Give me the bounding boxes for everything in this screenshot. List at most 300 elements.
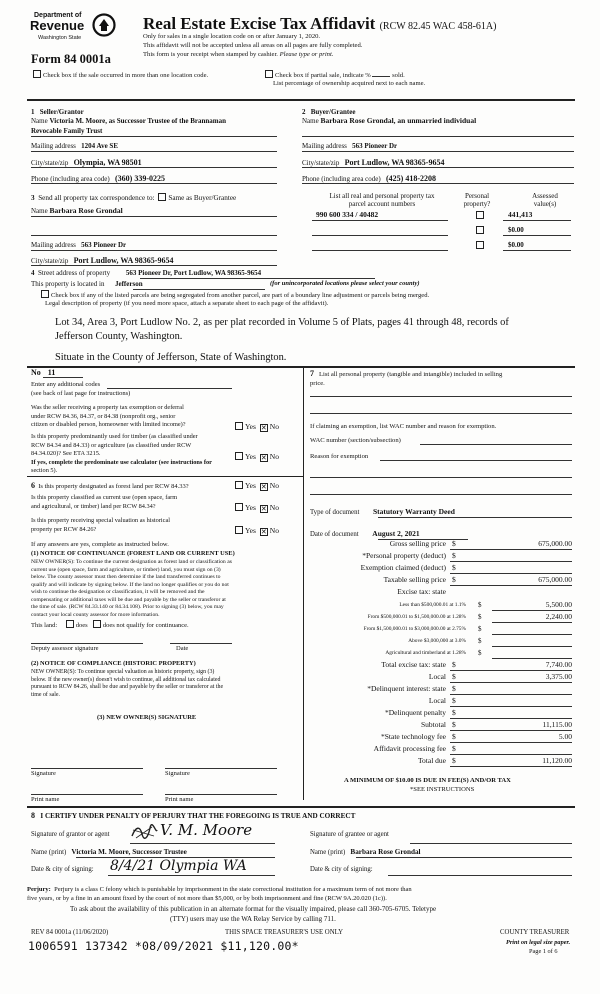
sec6-q3-no: No [269, 526, 279, 535]
sec8-date-b-label: Date & city of signing: [310, 866, 373, 873]
seller-mail-value[interactable]: 1204 Ave SE [81, 142, 118, 150]
sec6-this-land-label: This land: [31, 622, 58, 629]
land-does-not-checkbox[interactable] [93, 620, 101, 628]
tax-taxable-value[interactable]: 675,000.00 [538, 575, 572, 584]
parcels-col3a: Assessed [532, 192, 558, 200]
seller-city-line [31, 167, 277, 168]
sec5-q2c: 84.34.020)? See ETA 3215. [31, 450, 101, 458]
sec6-q3 [31, 517, 170, 534]
tax-tech-fee-value[interactable]: 5.00 [558, 732, 572, 741]
sec7-doc-type-label: Type of document [310, 509, 360, 516]
doc-type-value[interactable]: Statutory Warranty Deed [372, 507, 455, 516]
sec6-q3-no-checkbox[interactable]: ✕ [260, 528, 267, 536]
partial-sale-label: Check box if partial sale, indicate % [275, 72, 371, 79]
sec4-street-row [31, 269, 261, 277]
sec8-name-b-row [310, 848, 421, 857]
sec6-sig-2: Signature [165, 770, 190, 777]
seller-city-row [31, 158, 142, 167]
perjury-line-2: five years, or by a fine in an amount fixed by the court of not more than $5,000, or by both imprisonment and fine (RCW 9A.20.020 (1c)). [27, 895, 387, 902]
header-note-2: This affidavit will not be accepted unless all areas on all pages are fully completed. [143, 42, 363, 49]
sec5-q1-yes: Yes [245, 422, 256, 431]
sec6-q2-yn [233, 503, 279, 513]
sec4-street-value[interactable]: 563 Pioneer Dr, Port Ludlow, WA 98365-9654 [125, 269, 262, 277]
sec7-wac-line [420, 444, 572, 445]
sec5-q1b: under RCW 84.36, 84.37, or 84.38 (nonprofit org., senior [31, 412, 176, 420]
multi-location-label: Check box if the sale occurred in more than one location code. [43, 72, 209, 79]
sec6-n1-line-7: the time of sale. (RCW 84.33.140 or 84.34.108). Prior to signing (3) below, you may [31, 604, 224, 610]
tax-local-dollar: $ [452, 672, 456, 681]
treasurer-receipt-stamp: 1006591 137342 *08/09/2021 $11,120.00* [28, 939, 299, 953]
seller-mail-label: Mailing address [31, 142, 76, 150]
sec6-n1-line-6: compensating or additional taxes will be due and payable by the seller or transferor at [31, 596, 226, 603]
sec3-mail-label: Mailing address [31, 241, 76, 249]
partial-sale-check [263, 70, 405, 80]
tax-gross-value[interactable]: 675,000.00 [538, 539, 572, 548]
tax-total-state-line [450, 670, 572, 671]
sec8-date-g-label: Date & city of signing: [31, 866, 94, 873]
same-as-buyer-checkbox[interactable] [158, 193, 166, 201]
sec7-reason-line-2 [310, 477, 572, 478]
sec5-l2: (see back of last page for instructions) [31, 390, 131, 397]
parcels-col1-head [318, 192, 446, 208]
tax-penalty-label: *Delinquent penalty [384, 708, 446, 717]
sec8-no: 8 [31, 811, 35, 820]
buyer-city-row [302, 158, 444, 167]
parcels-col3-head [520, 192, 570, 208]
sec3-name-row [31, 207, 123, 216]
buyer-name-label: Name [302, 117, 319, 125]
sec3-no: 3 [31, 194, 35, 202]
location-code-value[interactable]: 11 [47, 368, 56, 377]
sec4-located-label: This property is located in [31, 280, 105, 288]
buyer-mail-line [302, 151, 574, 152]
bracket-4-label: Above $3,000,000 at 3.0% [408, 638, 466, 644]
sec5-q1c: citizen or disabled person, homeowner with limited income)? [31, 421, 186, 429]
parcels-col2b: property? [463, 200, 491, 209]
tax-gross-dollar: $ [452, 539, 456, 548]
owner-print-line-1 [31, 794, 143, 795]
sec7-doc-type-row [310, 508, 455, 517]
personal-property-checkbox-1[interactable] [476, 211, 484, 219]
sec8-sig-g-line [130, 843, 275, 844]
tax-subtotal-value[interactable]: 11,115.00 [542, 720, 572, 729]
buyer-mail-label: Mailing address [302, 142, 347, 150]
tax-delinq-int-dollar: $ [452, 684, 456, 693]
seller-phone-label: Phone (including area code) [31, 175, 110, 183]
assessed-value-2[interactable]: $0.00 [508, 226, 524, 234]
tax-total-state-value[interactable]: 7,740.00 [545, 660, 572, 669]
sec3-same: Same as Buyer/Grantee [168, 194, 237, 202]
sec8-name-b-label: Name (print) [310, 849, 346, 856]
tax-personal-label: *Personal property (deduct) [362, 551, 446, 560]
bracket-2-value[interactable]: 2,240.00 [545, 612, 572, 621]
dor-logo [30, 11, 120, 47]
sec7-doc-type-line [378, 517, 572, 518]
sec6-n2-line-3: pursuant to RCW 84.26, shall be due and payable by the seller or transferor at the [31, 684, 224, 691]
sec3-mail-value[interactable]: 563 Pioneer Dr [81, 241, 127, 249]
land-does-checkbox[interactable] [66, 620, 74, 628]
sec5-q2b: RCW 84.34 and 84.33) or agriculture (as classified under RCW [31, 441, 192, 449]
sec4-segregate-label: Check box if any of the listed parcels are being segregated from another parcel, are part of a boundary line adjustment or parcels being merged. [51, 292, 430, 299]
sec6-q2b: and agricultural, or timber) land per RCW 84.34? [31, 502, 156, 510]
sec6-q1-yes: Yes [245, 481, 256, 490]
bracket-5-dollar: $ [478, 649, 482, 657]
perjury-line-1: Perjury is a class C felony which is punishable by imprisonment in the state correctional institution for a maximum term of not more than [54, 886, 412, 893]
sec4-located-note: (for unincorporated locations please select your county) [270, 280, 420, 287]
sec5-q1-no-checkbox[interactable]: ✕ [260, 424, 267, 432]
form-title-cite: (RCW 82.45 WAC 458-61A) [379, 21, 497, 32]
sec6-q3-yes-checkbox[interactable] [235, 526, 243, 534]
sec7-no: 7 [310, 369, 314, 378]
sec6-q1-no-checkbox[interactable]: ✕ [260, 483, 267, 491]
sec8-sig-b-label: Signature of grantee or agent [310, 831, 389, 838]
sec4-legal-label: Legal description of property (if you need more space, attach a separate sheet to each page of the affidavit). [45, 300, 329, 307]
tax-tech-fee-dollar: $ [452, 732, 456, 741]
grantor-date-city[interactable]: 8/4/21 Olympia WA [110, 858, 247, 874]
seller-mail-line [31, 151, 277, 152]
sec7-personal-line [310, 396, 572, 397]
sec4-located-value[interactable]: Jefferson [114, 280, 143, 288]
sec5-q1 [31, 404, 231, 430]
bracket-1-dollar: $ [478, 601, 482, 609]
sec6-q2a: Is this property classified as current use (open space, farm [31, 494, 178, 501]
grantor-signature[interactable] [130, 822, 275, 844]
sec8-sig-b-line [410, 843, 572, 844]
tax-taxable-label: Taxable selling price [383, 575, 446, 584]
sec8-cert [31, 811, 355, 820]
bracket-3-line [492, 634, 572, 635]
tax-total-state-label: Total excise tax: state [381, 660, 446, 669]
sec3-blank-line [31, 235, 277, 236]
buyer-city-value[interactable]: Port Ludlow, WA 98365-9654 [344, 158, 445, 167]
bracket-1-label: Less than $500,000.01 at 1.1% [399, 602, 466, 608]
owner-sig-line-1 [31, 768, 143, 769]
sec6-n1-line-8: contact your local county assessor for more information. [31, 611, 160, 618]
sec6-does: does [75, 622, 88, 629]
tax-local-value[interactable]: 3,375.00 [545, 672, 572, 681]
bracket-1-line [492, 610, 572, 611]
tax-penalty-line [450, 718, 572, 719]
assessed-value-1[interactable]: 441,413 [508, 210, 533, 219]
sec3-city-value[interactable]: Port Ludlow, WA 98365-9654 [73, 256, 174, 265]
sec3-label: Send all property tax correspondence to: [38, 194, 155, 202]
sec6-dep-date: Date [176, 645, 189, 652]
perjury-notice [27, 885, 575, 903]
tax-subtotal-dollar: $ [452, 720, 456, 729]
sec6-n2-line-1: NEW OWNER(S): To continue special valuation as historic property, sign (3) [31, 669, 215, 675]
seller-phone-row [31, 174, 165, 183]
tax-personal-dollar: $ [452, 551, 456, 560]
segregation-checkbox[interactable] [41, 290, 49, 298]
tax-local-line [450, 682, 572, 683]
tax-tech-fee-line [450, 742, 572, 743]
sec6-q2-yes-checkbox[interactable] [235, 503, 243, 511]
sec6-print-1: Print name [31, 796, 60, 803]
header-note-3b: Please type or print. [279, 51, 334, 58]
sec6-q2-no-checkbox[interactable]: ✕ [260, 505, 267, 513]
seller-name-label: Name [31, 117, 48, 125]
sec8-date-b-line [388, 875, 572, 876]
sec4-street-line [140, 278, 375, 279]
sec8-cert-text: I CERTIFY UNDER PENALTY OF PERJURY THAT THE FOREGOING IS TRUE AND CORRECT [40, 812, 356, 820]
buyer-phone-value[interactable]: (425) 418-2208 [385, 174, 436, 183]
tax-local-label: Local [428, 672, 446, 681]
tax-delinq-local-dollar: $ [452, 696, 456, 705]
parcels-col2a: Personal [464, 192, 490, 200]
buyer-mail-row [302, 142, 397, 150]
buyer-city-line [302, 167, 574, 168]
parcel-number-1[interactable]: 990 600 334 / 40482 [316, 210, 379, 219]
sec3-name-label: Name [31, 207, 48, 215]
seller-name-row [31, 117, 226, 125]
sec6-q1 [31, 481, 189, 490]
sec5-q1-yn [233, 422, 279, 432]
sec5-q2-yn [233, 452, 279, 462]
sec6-n1-line-2: current use (open space, farm and agriculture, or timber) land, you must sign on (3) [31, 566, 221, 573]
seller-city-value[interactable]: Olympia, WA 98501 [73, 158, 142, 167]
sec6-q3-yn [233, 526, 279, 536]
buyer-phone-row [302, 174, 436, 183]
sec8-date-g-line [108, 875, 275, 876]
sec5-q2-no-checkbox[interactable]: ✕ [260, 454, 267, 462]
seller-no: 1 [31, 108, 35, 116]
bracket-2-dollar: $ [478, 613, 482, 621]
sec8-sig-g-label: Signature of grantor or agent [31, 831, 110, 838]
perjury-label: Perjury: [27, 886, 51, 893]
tax-taxable-dollar: $ [452, 575, 456, 584]
sec6-print-2: Print name [165, 796, 194, 803]
sec4-street-label: Street address of property [38, 269, 111, 277]
sec5-q1-no: No [269, 422, 279, 431]
tax-penalty-dollar: $ [452, 708, 456, 717]
dor-emblem-icon [92, 13, 116, 37]
seller-city-label: City/state/zip [31, 159, 69, 167]
sec3-mail-line [31, 250, 277, 251]
sec5-code-line [43, 377, 83, 378]
sec6-n2-body [31, 669, 223, 699]
tax-subtotal-label: Subtotal [420, 720, 446, 729]
bracket-5-line [492, 658, 572, 659]
sec6-sig-1: Signature [31, 770, 56, 777]
treasurer-use-only: THIS SPACE TREASURER'S USE ONLY [225, 929, 344, 936]
bracket-1-value[interactable]: 5,500.00 [545, 600, 572, 609]
bracket-3-dollar: $ [478, 625, 482, 633]
grantee-print-name[interactable]: Barbara Rose Grondal [350, 848, 421, 856]
buyer-phone-line [302, 183, 574, 184]
assessed-line-2 [503, 235, 571, 236]
sec3-mail-row [31, 241, 126, 249]
sec3-city-label: City/state/zip [31, 257, 69, 265]
tax-total-due-value[interactable]: 11,120.00 [542, 756, 572, 765]
owner-print-line-2 [165, 794, 277, 795]
logo-dept-line3: Washington State [38, 35, 82, 41]
seller-name-line [31, 136, 277, 137]
sec3-city-row [31, 256, 173, 265]
sec6-n1-line-4: qualify and will indicate by signing below. If the land no longer qualifies or you do not [31, 581, 229, 588]
parcels-col2-head [457, 192, 497, 208]
sec3-name-value[interactable]: Barbara Rose Grondal [49, 206, 123, 215]
sec6-q1-yes-checkbox[interactable] [235, 481, 243, 489]
sec6-q3a: Is this property receiving special valuation as historical [31, 517, 171, 524]
sec6-n1-line-3: below. The county assessor must then determine if the land transferred continues to [31, 574, 221, 580]
tax-tech-fee-label: *State technology fee [381, 732, 446, 741]
sec7-reason-line-3 [310, 494, 572, 495]
tax-exemption-dollar: $ [452, 563, 456, 572]
tax-subtotal-line [450, 730, 572, 731]
sec5-q2-yes: Yes [245, 452, 256, 461]
sec6-q2-yes: Yes [245, 503, 256, 512]
sec6-dep-sig: Deputy assessor signature [31, 645, 99, 652]
tax-excise-label: Excise tax: state [397, 587, 446, 596]
personal-property-checkbox-2[interactable] [476, 226, 484, 234]
personal-property-checkbox-3[interactable] [476, 241, 484, 249]
rule-sec8 [27, 806, 575, 808]
form-number: Form 84 0001a [31, 52, 111, 66]
sec7-wac: WAC number (section/subsection) [310, 437, 401, 444]
bracket-4-dollar: $ [478, 637, 482, 645]
form-title-text: Real Estate Excise Tax Affidavit [143, 14, 376, 33]
sec7-claim: If claiming an exemption, list WAC number and reason for exemption. [310, 423, 497, 430]
header-note-3a: This form is your receipt when stamped by cashier. [143, 51, 278, 58]
seller-name-value[interactable]: Victoria M. Moore, as Successor Trustee of the Brannaman [49, 117, 226, 125]
sec4-segregate-row [39, 290, 429, 300]
parcel-line-3 [312, 250, 448, 251]
sec6-n1-body [31, 559, 232, 619]
tax-gross-label: Gross selling price [389, 539, 446, 548]
rule-mid [27, 366, 575, 368]
tax-see-instructions: *SEE INSTRUCTIONS [410, 786, 475, 793]
tax-minimum-note: A MINIMUM OF $10.00 IS DUE IN FEE(S) AND/OR TAX [344, 777, 511, 784]
buyer-name-value[interactable]: Barbara Rose Grondal, an unmarried individual [320, 116, 477, 125]
parcels-col1b: parcel account numbers [348, 200, 416, 209]
multi-location-check [31, 70, 208, 80]
sec6-n2-line-2: below. If the new owner(s) doesn't wish to continue, all additional tax calculated [31, 676, 221, 683]
sec5-q2-yes-checkbox[interactable] [235, 452, 243, 460]
grantor-signature-text: V. M. Moore [160, 821, 253, 839]
tax-total-due-label: Total due [417, 756, 446, 765]
buyer-head: Buyer/Grantee [310, 108, 356, 116]
sec6-q3-yes: Yes [245, 526, 256, 535]
sec5-code-row [31, 368, 55, 377]
sec6-n2-head: (2) NOTICE OF COMPLIANCE (HISTORIC PROPERTY) [31, 660, 196, 667]
form-title [143, 14, 496, 34]
logo-dept-line2: Revenue [30, 18, 85, 33]
header-note-3 [143, 51, 333, 59]
sec6-does-not: does not qualify for continuance. [102, 622, 189, 629]
buyer-name-line [302, 136, 574, 137]
legal-description-2[interactable]: Jefferson County, Washington. [55, 331, 183, 342]
buyer-no: 2 [302, 108, 306, 116]
parcel-line-1 [312, 220, 448, 221]
sec5-q2a: Is this property predominantly used for timber (as classified under [31, 433, 198, 440]
sec5-l1: Enter any additional codes [31, 381, 101, 388]
seller-heading [31, 108, 84, 116]
sec6-n1-line-1: NEW OWNER(S): To continue the current designation as forest land or classification as [31, 559, 232, 565]
rev-number: REV 84 0001a (11/06/2020) [31, 929, 109, 936]
tax-processing-line [450, 754, 572, 755]
sec4-located-row [31, 280, 143, 288]
bracket-4-line [492, 646, 572, 647]
sec8-name-g-row [31, 848, 187, 857]
sec6-if-yes: If any answers are yes, complete as instructed below. [31, 541, 169, 548]
sec7-label [310, 369, 502, 388]
sec6-n1-line-5: wish to continue the designation or classification, it will be removed and the [31, 589, 205, 595]
legal-description-1[interactable]: Lot 34, Area 3, Port Ludlow No. 2, as per plat recorded in Volume 5 of Plats, pages 41 through 48, records of [55, 317, 509, 328]
partial-sale-sold: sold. [392, 72, 405, 79]
sec5-q2e: section 5). [31, 467, 58, 475]
parcels-col3b: value(s) [533, 200, 557, 209]
tax-delinq-local-label: Local [428, 696, 446, 705]
sec6-n1-head: (1) NOTICE OF CONTINUANCE (FOREST LAND OR CURRENT USE) [31, 550, 235, 557]
sec5-q1a: Was the seller receiving a property tax exemption or deferral [31, 404, 184, 411]
doc-date-value[interactable]: August 2, 2021 [372, 529, 420, 538]
deputy-date-line [170, 643, 232, 644]
sec7-label2: price. [310, 380, 325, 387]
multi-location-checkbox[interactable] [33, 70, 41, 78]
grantor-print-name[interactable]: Victoria M. Moore, Successor Trustee [71, 848, 187, 856]
seller-name-value-2[interactable]: Revocable Family Trust [31, 127, 103, 135]
assessed-line-1 [503, 220, 571, 221]
buyer-heading [302, 108, 355, 116]
tax-gross-line [450, 549, 572, 550]
sec7-reason-line [380, 460, 572, 461]
sec5-q2d: If yes, complete the predominate use calculator (see instructions for [31, 458, 212, 466]
sec6-no: 6 [31, 481, 35, 490]
owner-sig-line-2 [165, 768, 277, 769]
buyer-name-row [302, 117, 476, 126]
tax-delinq-local-line [450, 706, 572, 707]
sec5-codes-line [107, 388, 232, 389]
partial-sale-checkbox[interactable] [265, 70, 273, 78]
tax-processing-label: Affidavit processing fee [373, 744, 446, 753]
county-treasurer: COUNTY TREASURER [500, 929, 570, 936]
parcel-line-2 [312, 235, 448, 236]
buyer-mail-value[interactable]: 563 Pioneer Dr [352, 142, 398, 150]
sec6-n2-line-4: time of sale. [31, 691, 60, 698]
bracket-2-label: From $500,000.01 to $1,500,000.00 at 1.28% [367, 614, 466, 620]
sec6-n3-head: (3) NEW OWNER(S) SIGNATURE [97, 714, 197, 721]
deputy-sig-line [31, 643, 143, 644]
tax-personal-line [450, 561, 572, 562]
seller-phone-value[interactable]: (360) 339-0225 [114, 174, 165, 183]
tax-exemption-label: Exemption claimed (deduct) [360, 563, 446, 572]
partial-sale-pct-field[interactable] [372, 70, 390, 77]
notary-scribble-icon [130, 824, 158, 840]
sec5-q1-yes-checkbox[interactable] [235, 422, 243, 430]
sec3-row [31, 193, 236, 202]
sec5-q2 [31, 433, 231, 476]
situate-text[interactable]: Situate in the County of Jefferson, State of Washington. [55, 352, 287, 363]
sec3-name-line [31, 216, 277, 217]
assessed-value-3[interactable]: $0.00 [508, 241, 524, 249]
seller-mail-row [31, 142, 118, 150]
legal-paper-note: Print on legal size paper. [506, 939, 571, 946]
sec6-q1-text: Is this property designated as forest land per RCW 84.33? [38, 483, 189, 490]
rule-5-6 [27, 476, 303, 477]
rule-top [27, 99, 575, 101]
tax-exemption-line [450, 573, 572, 574]
tax-total-due-dollar: $ [452, 756, 456, 765]
accessibility-line-1: To ask about the availability of this publication in an alternate format for the visually impaired, please call 360-705-6705. Teletype [70, 905, 437, 913]
sec4-no: 4 [31, 269, 35, 277]
tax-delinq-int-label: *Delinquent interest: state [367, 684, 446, 693]
bracket-3-label: From $1,500,000.01 to $3,000,000.00 at 2.75% [363, 626, 466, 632]
bracket-5-label: Agricultural and timberland at 1.28% [385, 650, 466, 656]
header-note-1: Only for sales in a single location code on or after January 1, 2020. [143, 33, 321, 40]
buyer-phone-label: Phone (including area code) [302, 175, 381, 183]
bracket-2-line [492, 622, 572, 623]
seller-phone-line [31, 183, 277, 184]
